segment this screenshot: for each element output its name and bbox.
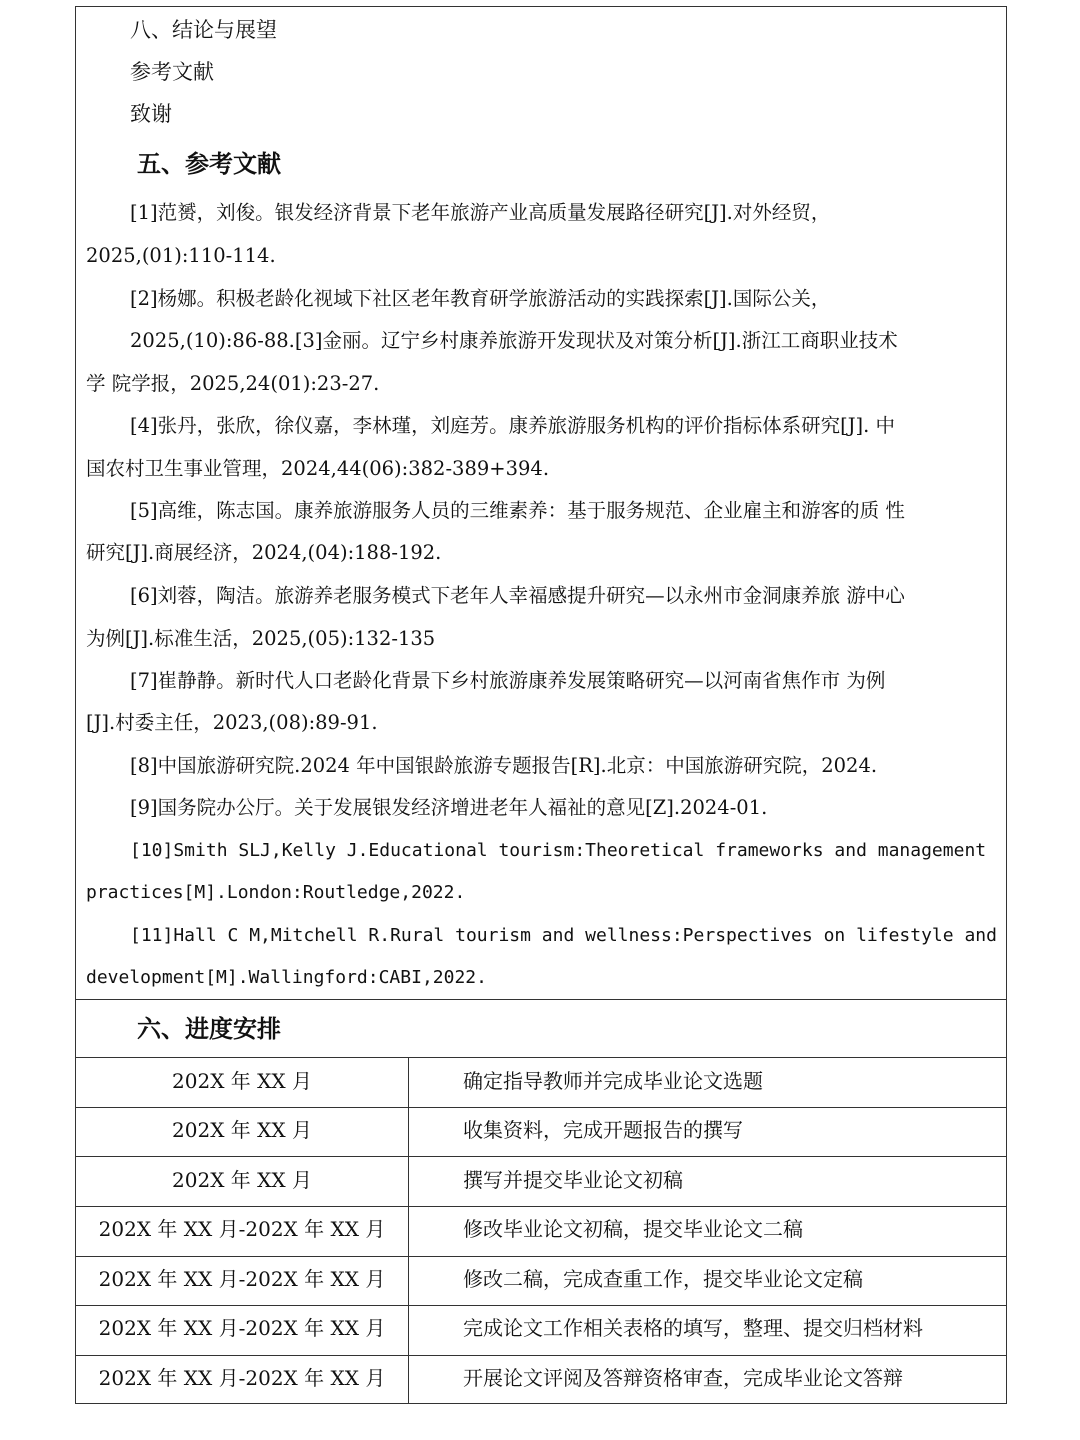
table-row-divider <box>75 1156 1007 1157</box>
table-row-divider <box>75 1057 1007 1058</box>
table-row-divider <box>75 1355 1007 1356</box>
reference-line: [8]中国旅游研究院.2024 年中国银龄旅游专题报告[R].北京：中国旅游研究院，2024. <box>130 754 878 777</box>
reference-line: practices[M].London:Routledge,2022. <box>86 882 466 903</box>
reference-line: [10]Smith SLJ,Kelly J.Educational tourism:Theoretical frameworks and management <box>130 840 987 861</box>
schedule-time-cell: 202X 年 XX 月 <box>172 1168 312 1192</box>
schedule-task-cell: 修改二稿，完成查重工作，提交毕业论文定稿 <box>463 1267 863 1291</box>
table-row-divider <box>75 1206 1007 1207</box>
toc-item-acknowledgements: 致谢 <box>130 102 172 126</box>
table-row-divider <box>75 1107 1007 1108</box>
schedule-time-cell: 202X 年 XX 月 <box>172 1069 312 1093</box>
schedule-time-cell: 202X 年 XX 月-202X 年 XX 月 <box>98 1316 386 1340</box>
schedule-time-cell: 202X 年 XX 月 <box>172 1118 312 1142</box>
toc-item-references: 参考文献 <box>130 60 214 84</box>
section-divider <box>75 999 1007 1000</box>
schedule-task-cell: 修改毕业论文初稿，提交毕业论文二稿 <box>463 1217 803 1241</box>
reference-line: 2025,(10):86-88.[3]金丽。辽宁乡村康养旅游开发现状及对策分析[J].浙江工商职业技术 <box>130 329 898 352</box>
reference-line: [7]崔静静。新时代人口老龄化背景下乡村旅游康养发展策略研究—以河南省焦作市 为例 <box>130 669 886 692</box>
schedule-heading: 六、进度安排 <box>137 1015 281 1043</box>
table-row-divider <box>75 1305 1007 1306</box>
reference-line: [J].村委主任，2023,(08):89-91. <box>86 711 378 734</box>
toc-item-conclusion: 八、结论与展望 <box>130 18 277 42</box>
reference-line: 研究[J].商展经济，2024,(04):188-192. <box>86 541 442 564</box>
schedule-time-cell: 202X 年 XX 月-202X 年 XX 月 <box>98 1217 386 1241</box>
reference-line: [1]范赟，刘俊。银发经济背景下老年旅游产业高质量发展路径研究[J].对外经贸， <box>130 201 831 224</box>
reference-line: development[M].Wallingford:CABI,2022. <box>86 967 487 988</box>
reference-line: 国农村卫生事业管理，2024,44(06):382-389+394. <box>86 457 550 480</box>
schedule-time-cell: 202X 年 XX 月-202X 年 XX 月 <box>98 1267 386 1291</box>
schedule-task-cell: 撰写并提交毕业论文初稿 <box>463 1168 683 1192</box>
schedule-task-cell: 收集资料，完成开题报告的撰写 <box>463 1118 743 1142</box>
reference-line: [9]国务院办公厅。关于发展银发经济增进老年人福祉的意见[Z].2024-01. <box>130 796 768 819</box>
reference-line: [5]高维，陈志国。康养旅游服务人员的三维素养：基于服务规范、企业雇主和游客的质 性 <box>130 499 905 522</box>
table-row-divider <box>75 1256 1007 1257</box>
reference-line: [2]杨娜。积极老龄化视域下社区老年教育研学旅游活动的实践探索[J].国际公关， <box>130 287 831 310</box>
schedule-time-cell: 202X 年 XX 月-202X 年 XX 月 <box>98 1366 386 1390</box>
reference-line: [11]Hall C M,Mitchell R.Rural tourism and wellness:Perspectives on lifestyle and <box>130 925 997 946</box>
schedule-task-cell: 确定指导教师并完成毕业论文选题 <box>463 1069 763 1093</box>
references-heading: 五、参考文献 <box>137 150 281 178</box>
reference-line: 2025,(01):110-114. <box>86 244 276 267</box>
reference-line: 为例[J].标准生活，2025,(05):132-135 <box>86 627 436 650</box>
reference-line: [4]张丹，张欣，徐仪嘉，李林瑾，刘庭芳。康养旅游服务机构的评价指标体系研究[J]. 中 <box>130 414 896 437</box>
reference-line: 学 院学报，2025,24(01):23-27. <box>86 372 380 395</box>
table-column-divider <box>408 1057 409 1404</box>
schedule-task-cell: 开展论文评阅及答辩资格审查，完成毕业论文答辩 <box>463 1366 903 1390</box>
schedule-task-cell: 完成论文工作相关表格的填写，整理、提交归档材料 <box>463 1316 923 1340</box>
reference-line: [6]刘蓉，陶洁。旅游养老服务模式下老年人幸福感提升研究—以永州市金洞康养旅 游中心 <box>130 584 905 607</box>
